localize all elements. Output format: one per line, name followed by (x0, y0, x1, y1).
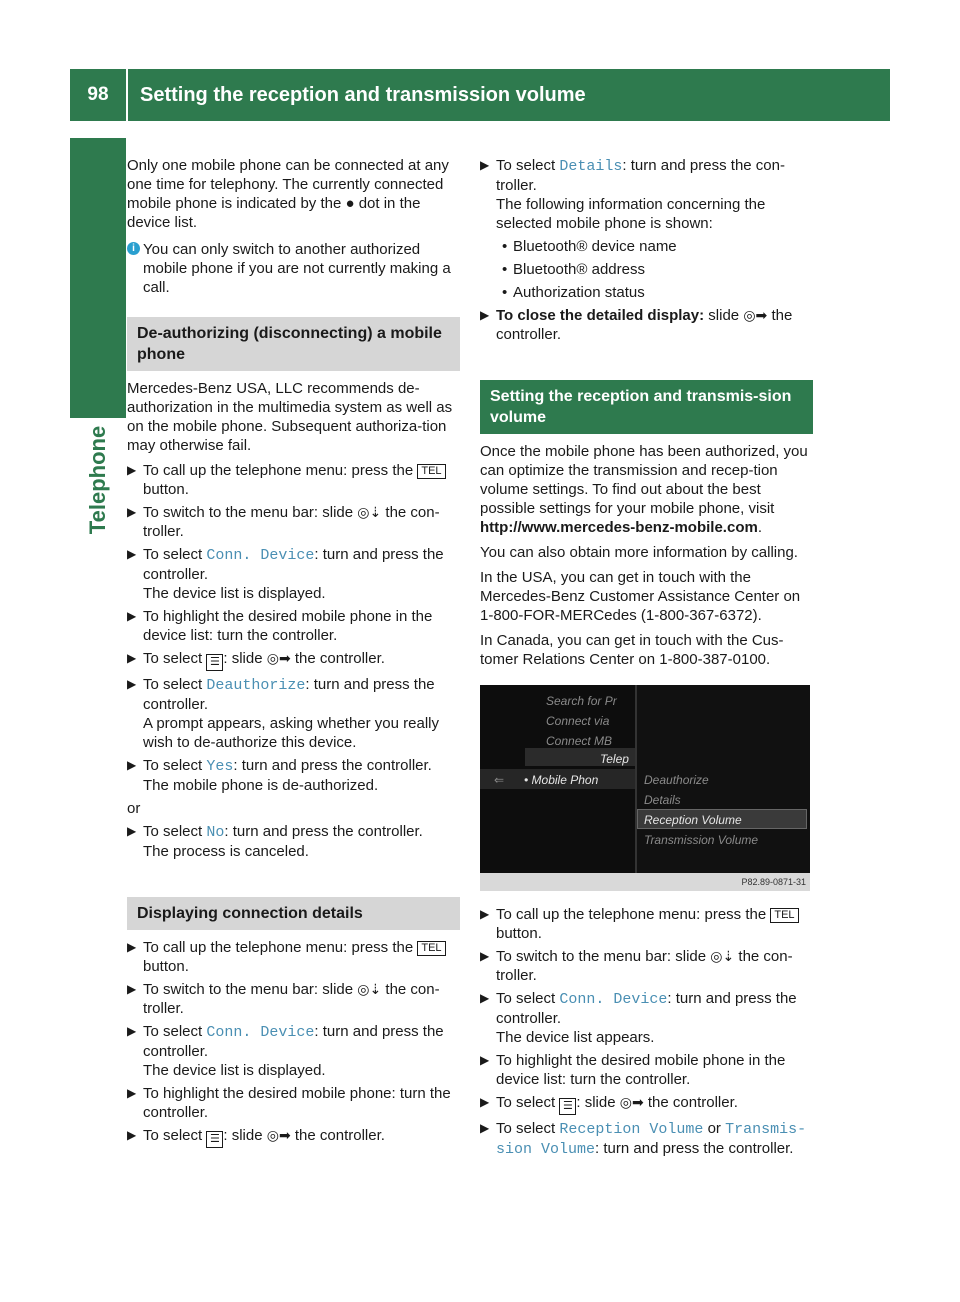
step-arrow-icon: ▶ (480, 991, 490, 1005)
paragraph: You can also obtain more information by calling. (480, 544, 798, 561)
bullet-item (480, 260, 813, 279)
step-arrow-icon: ▶ (480, 158, 490, 172)
bullet-dot-icon: • (502, 238, 508, 255)
bullet-item (480, 283, 813, 302)
info-icon: i (127, 242, 140, 255)
controller-slide-down-icon: ◎⇣ (710, 948, 735, 964)
step-arrow-icon: ▶ (127, 758, 137, 772)
chapter-tab (70, 138, 126, 418)
chapter-label: Telephone (85, 425, 110, 535)
step-arrow-icon: ▶ (480, 308, 490, 322)
step-arrow-icon: ▶ (127, 547, 137, 561)
page-header (70, 69, 890, 121)
step-text: To switch to the menu bar: slide (496, 948, 707, 965)
step-item (127, 756, 460, 795)
step-text: To call up the telephone menu: press the (143, 939, 414, 956)
step-text: : turn and press the controller. (143, 676, 435, 713)
step-item (480, 989, 813, 1047)
menu-item-code: Conn. Device (206, 547, 315, 564)
section-heading-volume: Setting the reception and transmis-sion volume (480, 380, 813, 434)
step-text: the controller. (294, 650, 385, 667)
tel-key-icon: TEL (770, 908, 798, 923)
step-text: To switch to the menu bar: slide (143, 981, 354, 998)
step-arrow-icon: ▶ (127, 505, 137, 519)
step-text: : turn and press the controller. (595, 1140, 794, 1157)
page-title: Setting the reception and transmission volume (140, 84, 586, 106)
step-result: A prompt appears, asking whether you really wish to de-authorize this device. (143, 715, 439, 751)
step-text: To select (143, 1023, 203, 1040)
step-item (127, 675, 460, 752)
tel-key-icon: TEL (417, 941, 445, 956)
menu-item-code: No (206, 824, 225, 841)
back-arrow-icon: ⇐ (494, 773, 505, 787)
step-item (127, 1126, 460, 1148)
bullet-text: Authorization status (513, 284, 645, 301)
screenshot-menu-item: Connect MB (546, 734, 613, 748)
step-arrow-icon: ▶ (127, 940, 137, 954)
paragraph-text: Once the mobile phone has been authorized, you can optimize the transmission and recep-tion volume settings. To find out about the best possible settings for your mobile phone, visit (480, 443, 808, 517)
step-text: To select (143, 823, 203, 840)
step-text-bold: To close the detailed display: (496, 307, 705, 324)
step-text: : turn and press the controller. (143, 546, 444, 583)
screenshot-menu-item: Connect via (546, 714, 610, 728)
info-text: You can only switch to another authorized mobile phone if you are not currently making a call. (143, 241, 451, 296)
step-item (127, 545, 460, 603)
paragraph-text: . (757, 519, 762, 536)
step-text: To select (496, 157, 556, 174)
bullet-text: Bluetooth® device name (513, 238, 677, 255)
info-note (127, 240, 460, 297)
step-arrow-icon: ▶ (480, 1121, 490, 1135)
step-text: : turn and press the controller. (496, 990, 797, 1027)
step-result: The device list is displayed. (143, 1062, 326, 1079)
step-text: To select (143, 676, 203, 693)
step-result: The device list appears. (496, 1029, 655, 1046)
step-text: the controller. (647, 1094, 738, 1111)
step-item (127, 980, 460, 1018)
step-arrow-icon: ▶ (127, 1086, 137, 1100)
step-arrow-icon: ▶ (127, 609, 137, 623)
step-text: To select (143, 546, 203, 563)
screenshot-option: Details (644, 793, 681, 807)
screenshot-option: Reception Volume (644, 813, 742, 827)
header-divider (126, 69, 128, 121)
step-text: : turn and press the controller. (233, 757, 432, 774)
menu-item-code: Transmis-sion Volume (496, 1121, 807, 1158)
left-column (127, 156, 460, 1152)
controller-slide-right-icon: ◎➡ (266, 650, 291, 666)
step-text: or (707, 1120, 721, 1137)
step-text: To call up the telephone menu: press the (496, 906, 767, 923)
step-item (127, 1022, 460, 1080)
step-text: the con-troller. (143, 504, 440, 540)
step-arrow-icon: ▶ (127, 677, 137, 691)
step-item (480, 1093, 813, 1115)
step-text: To select (143, 757, 203, 774)
paragraph: In the USA, you can get in touch with the Mercedes-Benz Customer Assistance Center on 1-800-FOR-MERCedes (1-800-367-6372). (480, 569, 801, 624)
controller-slide-right-icon: ◎➡ (619, 1094, 644, 1110)
step-result: The process is canceled. (143, 843, 309, 860)
step-text: To highlight the desired mobile phone: turn the controller. (143, 1085, 451, 1121)
or-separator: or (127, 800, 141, 817)
controller-slide-right-icon: ◎➡ (743, 307, 768, 323)
url-link[interactable]: http://www.mercedes-benz-mobile.com (480, 519, 758, 536)
step-result: The following information concerning the selected mobile phone is shown: (496, 196, 766, 232)
section-heading-connection-details: Displaying connection details (127, 897, 460, 930)
step-text: : slide (223, 650, 263, 667)
screenshot-divider (635, 685, 637, 873)
step-arrow-icon: ▶ (480, 1095, 490, 1109)
step-text: : turn and press the con-troller. (496, 157, 785, 194)
step-item (127, 938, 460, 976)
step-text: To select (143, 1127, 203, 1144)
step-arrow-icon: ▶ (127, 1024, 137, 1038)
step-text: : slide (576, 1094, 616, 1111)
step-text: To select (496, 1120, 556, 1137)
step-arrow-icon: ▶ (127, 824, 137, 838)
step-text: To call up the telephone menu: press the (143, 462, 414, 479)
section-heading-deauthorize: De-authorizing (disconnecting) a mobile phone (127, 317, 460, 371)
step-text: : turn and press the controller. (224, 823, 423, 840)
menu-item-code: Yes (206, 758, 234, 775)
step-text: : slide (223, 1127, 263, 1144)
menu-item-code: Reception Volume (559, 1121, 704, 1138)
screenshot-option: Deauthorize (644, 773, 709, 787)
step-text: slide (708, 307, 740, 324)
menu-item-code: Details (559, 158, 623, 175)
bullet-item (480, 237, 813, 256)
bullet-dot-icon: • (502, 261, 508, 278)
step-item (127, 1084, 460, 1122)
step-item (480, 947, 813, 985)
step-item (480, 1051, 813, 1089)
step-arrow-icon: ▶ (480, 1053, 490, 1067)
step-text: the con-troller. (496, 948, 793, 984)
paragraph: In Canada, you can get in touch with the Cus-tomer Relations Center on 1-800-387-0100. (480, 632, 784, 668)
screenshot-menu-item: Telep (600, 752, 629, 766)
step-item (127, 461, 460, 499)
step-arrow-icon: ▶ (480, 907, 490, 921)
bullet-text: Bluetooth® address (513, 261, 645, 278)
step-text: To select (143, 650, 203, 667)
page-number: 98 (87, 84, 109, 105)
screenshot-caption: P82.89-0871-31 (480, 873, 810, 891)
right-column (480, 156, 813, 1163)
menu-item-code: Conn. Device (206, 1024, 315, 1041)
screenshot-menu-item: • Mobile Phon (524, 773, 599, 787)
tel-key-icon: TEL (417, 464, 445, 479)
step-result: The mobile phone is de-authorized. (143, 777, 379, 794)
step-text: button. (143, 481, 189, 498)
paragraph (480, 442, 813, 537)
menu-item-code: Deauthorize (206, 677, 306, 694)
step-arrow-icon: ▶ (480, 949, 490, 963)
step-arrow-icon: ▶ (127, 982, 137, 996)
bullet-dot-icon: • (502, 284, 508, 301)
step-arrow-icon: ▶ (127, 1128, 137, 1142)
step-item (480, 1119, 813, 1159)
step-arrow-icon: ▶ (127, 463, 137, 477)
step-item (480, 306, 813, 344)
step-item (127, 649, 460, 671)
screenshot-menu-item: Search for Pr (546, 694, 617, 708)
step-text: To switch to the menu bar: slide (143, 504, 354, 521)
controller-slide-down-icon: ◎⇣ (357, 981, 382, 997)
step-arrow-icon: ▶ (127, 651, 137, 665)
system-screenshot (480, 685, 810, 891)
step-item (127, 822, 460, 861)
controller-slide-right-icon: ◎➡ (266, 1127, 291, 1143)
step-item (480, 156, 813, 233)
step-result: The device list is displayed. (143, 585, 326, 602)
step-text: button. (496, 925, 542, 942)
options-menu-icon: ☰ (206, 1131, 223, 1148)
step-text: the con-troller. (143, 981, 440, 1017)
step-text: To highlight the desired mobile phone in the device list: turn the controller. (143, 608, 433, 644)
options-menu-icon: ☰ (206, 654, 223, 671)
step-text: button. (143, 958, 189, 975)
step-text: the controller. (496, 307, 793, 343)
step-text: To highlight the desired mobile phone in the device list: turn the controller. (496, 1052, 786, 1088)
step-item (127, 607, 460, 645)
controller-slide-down-icon: ◎⇣ (357, 504, 382, 520)
menu-item-code: Conn. Device (559, 991, 668, 1008)
step-text: the controller. (294, 1127, 385, 1144)
intro-paragraph: Only one mobile phone can be connected at any one time for telephony. The currently connected mobile phone is indicated by the ● dot in the device list. (127, 157, 449, 231)
step-text: To select (496, 1094, 556, 1111)
step-item (480, 905, 813, 943)
options-menu-icon: ☰ (559, 1098, 576, 1115)
step-text: : turn and press the controller. (143, 1023, 444, 1060)
screenshot-option: Transmission Volume (644, 833, 759, 847)
section-intro: Mercedes-Benz USA, LLC recommends de-authorization in the multimedia system as well as on the mobile phone. Subsequent authoriza-tion may otherwise fail. (127, 380, 453, 454)
step-item (127, 503, 460, 541)
step-text: To select (496, 990, 556, 1007)
